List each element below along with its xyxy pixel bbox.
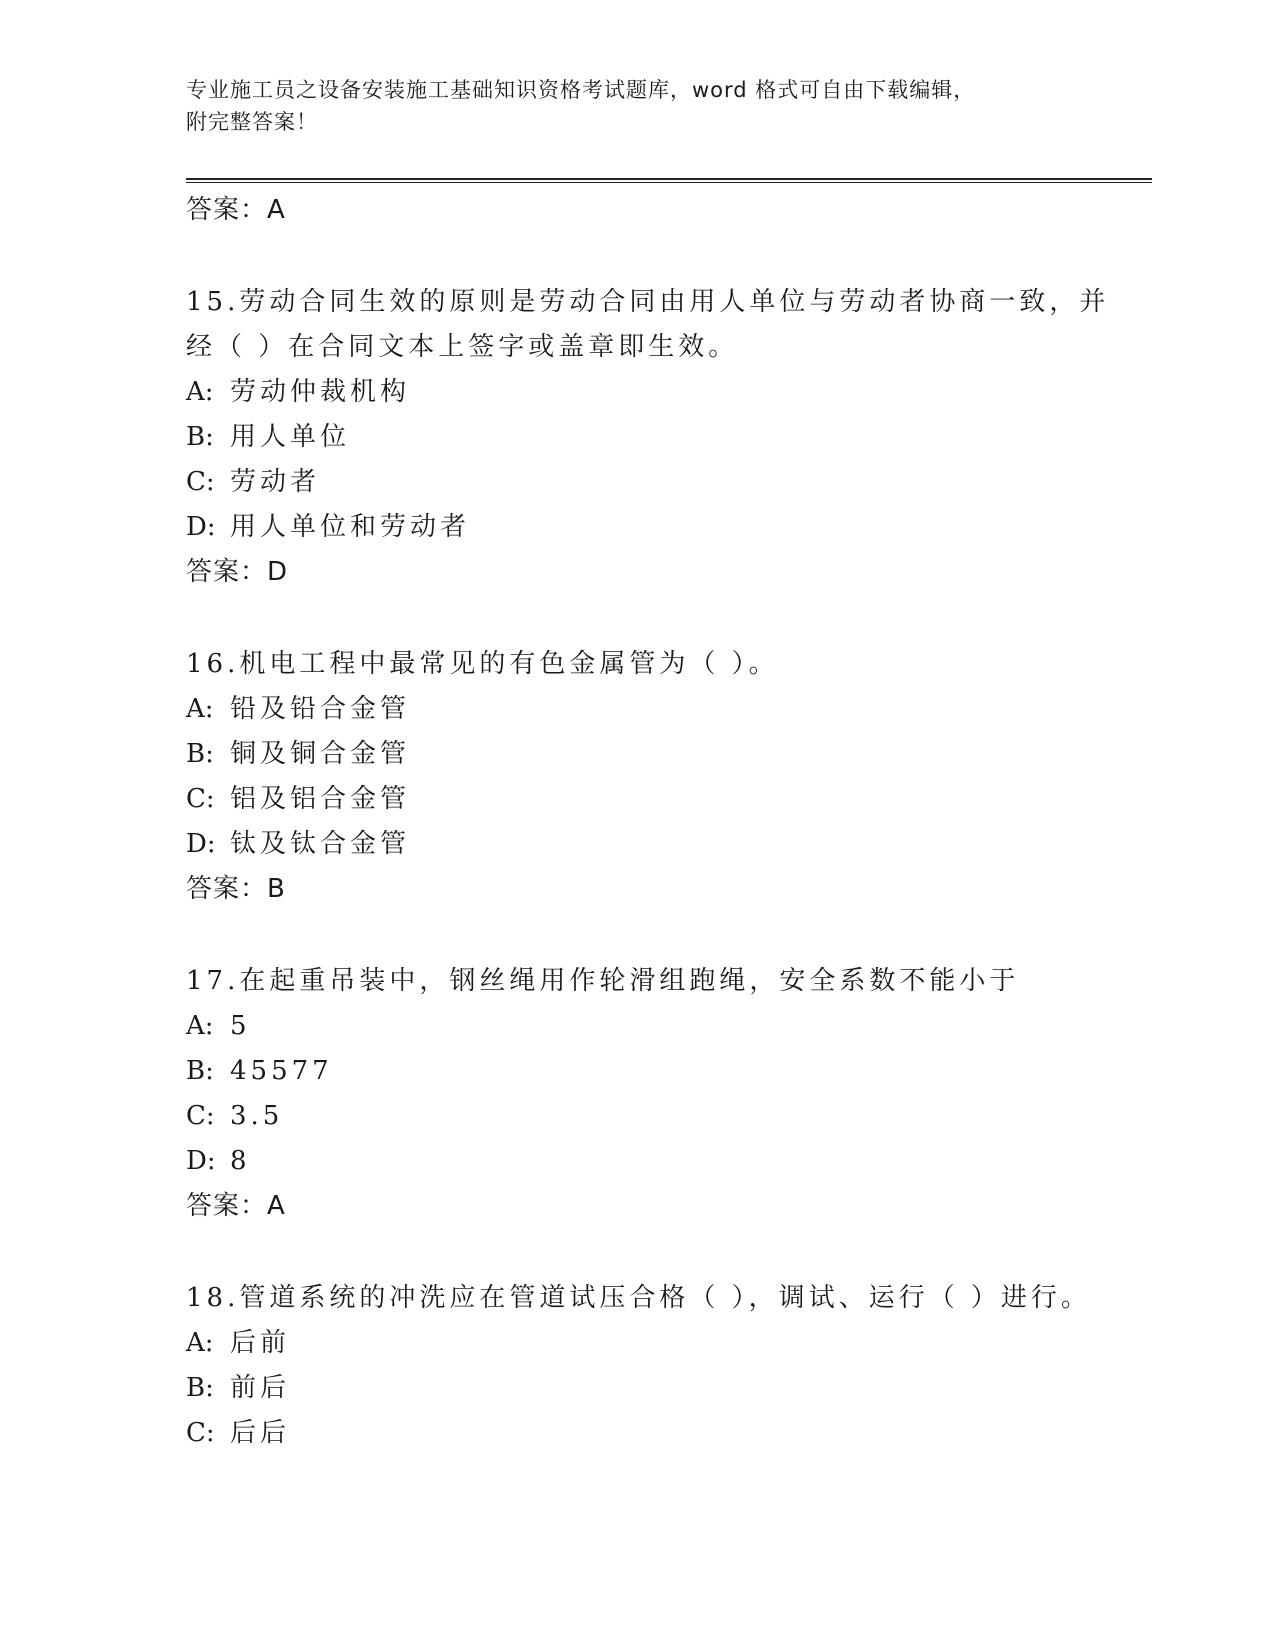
option-key: A: <box>186 1328 214 1358</box>
option-text: 铝及铝合金管 <box>230 784 411 814</box>
answer-line <box>186 550 1150 595</box>
question-block <box>186 959 1150 1229</box>
option-c <box>186 1411 1150 1456</box>
document-header <box>186 74 1086 138</box>
option-c <box>186 460 1150 505</box>
answer-value: B <box>267 874 285 904</box>
option-key: D: <box>186 829 216 859</box>
option-b <box>186 1366 1150 1411</box>
option-key: B: <box>186 1373 214 1403</box>
answer-label: 答案： <box>186 1191 268 1221</box>
option-text: 用人单位和劳动者 <box>230 512 471 542</box>
question-block <box>186 642 1150 912</box>
answer-line <box>186 1184 1150 1229</box>
header-divider <box>186 178 1152 183</box>
option-text: 铜及铜合金管 <box>230 739 411 769</box>
option-text: 劳动者 <box>230 467 321 497</box>
answer-line <box>186 188 1150 233</box>
question-stem <box>186 280 1150 370</box>
option-c <box>186 1094 1150 1139</box>
option-key: C: <box>186 1418 215 1448</box>
option-a <box>186 370 1150 415</box>
option-c <box>186 777 1150 822</box>
option-key: C: <box>186 1101 215 1131</box>
header-line-1: 专业施工员之设备安装施工基础知识资格考试题库，word 格式可自由下载编辑， <box>186 78 976 102</box>
option-d <box>186 1139 1150 1184</box>
option-key: C: <box>186 784 215 814</box>
stem-line: 16.机电工程中最常见的有色金属管为（ ）。 <box>186 649 779 679</box>
option-key: B: <box>186 422 214 452</box>
option-b <box>186 1049 1150 1094</box>
option-b <box>186 415 1150 460</box>
question-list <box>186 188 1150 1456</box>
option-d <box>186 822 1150 867</box>
option-b <box>186 732 1150 777</box>
option-text: 用人单位 <box>230 422 351 452</box>
stem-line: 经（ ）在合同文本上签字或盖章即生效。 <box>186 332 739 362</box>
option-d <box>186 505 1150 550</box>
option-key: B: <box>186 739 214 769</box>
answer-label: 答案： <box>186 195 268 225</box>
question-stem <box>186 642 1150 687</box>
option-text: 前后 <box>230 1373 291 1403</box>
answer-value: A <box>267 1191 285 1221</box>
option-text: 钛及钛合金管 <box>230 829 411 859</box>
option-text: 铅及铅合金管 <box>230 694 411 724</box>
option-key: C: <box>186 467 215 497</box>
answer-label: 答案： <box>186 874 268 904</box>
option-text: 8 <box>230 1146 251 1176</box>
question-block <box>186 1276 1150 1456</box>
option-key: B: <box>186 1056 214 1086</box>
option-a <box>186 687 1150 732</box>
option-key: A: <box>186 694 214 724</box>
option-key: A: <box>186 1011 214 1041</box>
answer-value: D <box>267 557 288 587</box>
question-stem <box>186 959 1150 1004</box>
option-a <box>186 1004 1150 1049</box>
question-block <box>186 280 1150 595</box>
option-key: D: <box>186 1146 216 1176</box>
option-a <box>186 1321 1150 1366</box>
option-text: 后前 <box>230 1328 291 1358</box>
option-text: 5 <box>230 1011 251 1041</box>
option-text: 45577 <box>230 1056 333 1086</box>
answer-line <box>186 867 1150 912</box>
header-line-2: 附完整答案！ <box>186 110 318 134</box>
option-text: 后后 <box>230 1418 291 1448</box>
answer-label: 答案： <box>186 557 268 587</box>
question-stem <box>186 1276 1150 1321</box>
option-key: D: <box>186 512 216 542</box>
stem-line: 15.劳动合同生效的原则是劳动合同由用人单位与劳动者协商一致，并 <box>186 287 1110 317</box>
stem-line: 18.管道系统的冲洗应在管道试压合格（ ），调试、运行（ ）进行。 <box>186 1283 1091 1313</box>
stem-line: 17.在起重吊装中，钢丝绳用作轮滑组跑绳，安全系数不能小于 <box>186 966 1020 996</box>
option-text: 3.5 <box>230 1101 284 1131</box>
option-key: A: <box>186 377 214 407</box>
answer-value: A <box>267 195 285 225</box>
option-text: 劳动仲裁机构 <box>230 377 411 407</box>
